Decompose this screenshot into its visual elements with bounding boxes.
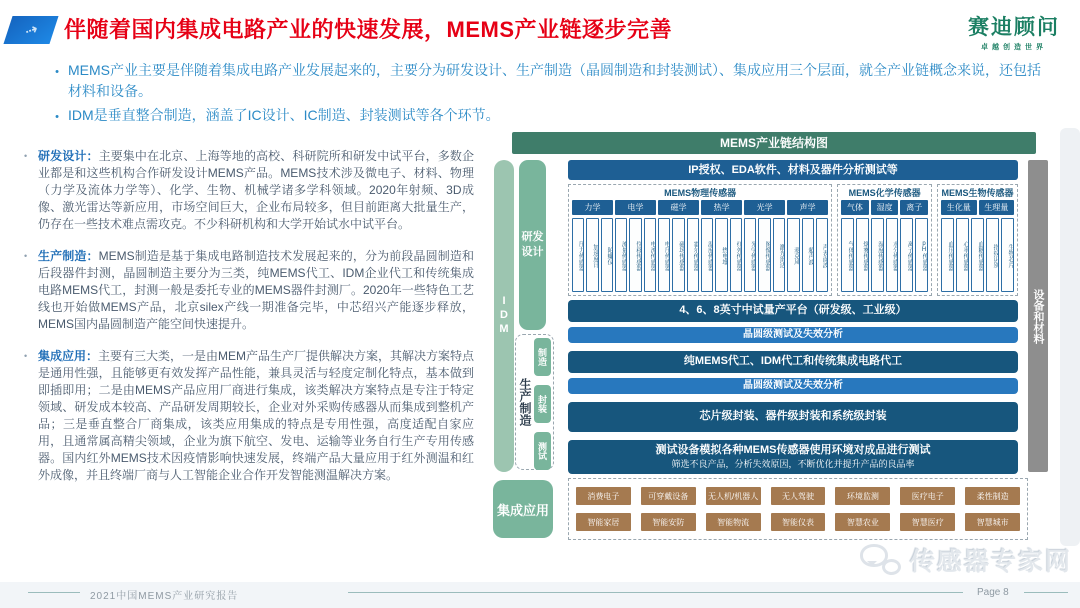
left-paragraph <box>24 148 474 233</box>
production-stage-pill: 制造 <box>534 338 551 376</box>
footer-line-left <box>28 592 80 593</box>
paragraph-bullet-dot: • <box>24 151 28 161</box>
application-dashed-box <box>568 478 1028 540</box>
left-paragraph <box>24 248 474 333</box>
sensor-item-row <box>572 218 828 292</box>
process-bar <box>568 327 1018 343</box>
application-box: 智慧城市 <box>965 513 1020 531</box>
process-bar-line: 晶圆级测试及失效分析 <box>743 380 843 391</box>
sensor-item: 水分传感器 <box>886 218 899 292</box>
paragraph-label: 集成应用： <box>38 349 99 363</box>
left-paragraph <box>24 348 474 484</box>
sensor-group <box>937 184 1018 296</box>
application-box: 无人驾驶 <box>771 487 826 505</box>
process-bar <box>568 440 1018 474</box>
application-box: 柔性制造 <box>965 487 1020 505</box>
application-box: 智慧农业 <box>835 513 890 531</box>
diagram-title: MEMS产业链结构图 <box>512 132 1036 154</box>
process-bar-line: 芯片级封装、器件级封装和系统级封装 <box>699 410 887 423</box>
sensor-category: 湿度 <box>871 200 899 215</box>
intro-bullet <box>46 105 1046 128</box>
dashed-arrow-glyph: ⇢ <box>22 20 40 41</box>
sensor-category: 气体 <box>841 200 869 215</box>
watermark-text: 传感器专家网 <box>909 548 1072 576</box>
sensor-item: 麦克风 <box>787 218 799 292</box>
sensor-group-title: MEMS生物传感器 <box>941 188 1014 198</box>
ccid-logo <box>968 11 1060 52</box>
intro-bullet-text: IDM是垂直整合制造，涵盖了IC设计、IC制造、封装测试等各个环节。 <box>68 107 500 123</box>
paragraph-bullet-dot: • <box>24 351 28 361</box>
process-bar-line2: 筛选不良产品，分析失效原因，不断优化并提升产品的良品率 <box>671 458 915 469</box>
sensor-group-title: MEMS化学传感器 <box>848 188 921 198</box>
intro-bullet-list <box>46 60 1046 131</box>
sensor-item: 离子传感器 <box>900 218 913 292</box>
sensor-item: 光学传感器 <box>744 218 756 292</box>
process-bars <box>568 300 1018 474</box>
sensor-category: 光学 <box>744 200 785 215</box>
footer-line-middle <box>348 592 963 593</box>
footer-page-number: Page 8 <box>977 587 1009 598</box>
sensor-category-row <box>941 200 1014 215</box>
sensor-item: 超声波 <box>802 218 814 292</box>
sensor-item: 加速度计 <box>586 218 598 292</box>
sensor-item: 指纹识别 <box>986 218 999 292</box>
process-bar <box>568 351 1018 373</box>
ip-eda-bar: IP授权、EDA软件、材料及器件分析测试等 <box>568 160 1018 180</box>
sensor-item-row <box>841 218 928 292</box>
sensor-item: 声表面波 <box>816 218 828 292</box>
application-box: 环境监测 <box>835 487 890 505</box>
sensor-category: 磁学 <box>658 200 699 215</box>
footer-report-title: 2021中国MEMS产业研究报告 <box>90 591 239 602</box>
sensor-category-row <box>572 200 828 215</box>
sensor-item: 流量传感器 <box>615 218 627 292</box>
sensor-group <box>837 184 932 296</box>
paragraph-text: 研发设计：主要集中在北京、上海等地的高校、科研院所和研发中试平台，多数企业都是和这些机构合作研发设计MEMS产品。MEMS技术涉及微电子、材料、物理（力学及流体力学等）、化学、生物、机械学诸多学科领域。2020年射频、3D成像、激光雷达等新应用，市场空间巨大，企业布局较多，但目前距离大批量生产，仍存在一些技术难点需攻克。不少科研机构和大学开始试水中试平台。 <box>38 149 474 231</box>
sensor-category: 生化量 <box>941 200 976 215</box>
sensor-category: 热学 <box>701 200 742 215</box>
sensor-item: 血糖传感器 <box>971 218 984 292</box>
process-bar-line: 纯MEMS代工、IDM代工和传统集成电路代工 <box>683 355 903 368</box>
sensor-item: 血压传感器 <box>941 218 954 292</box>
idm-vertical-bar: IDM <box>494 160 514 472</box>
application-box: 智能仪表 <box>771 513 826 531</box>
left-text-column <box>24 148 474 499</box>
production-stage-pill: 封装 <box>534 385 551 423</box>
footer <box>0 584 1080 600</box>
application-box: 智能安防 <box>641 513 696 531</box>
sensor-groups <box>568 184 1018 296</box>
sensor-item: 生物芯片 <box>1001 218 1014 292</box>
bullet-dot: • <box>55 111 59 123</box>
paragraph-bullet-dot: • <box>24 251 28 261</box>
mems-industry-chain-diagram <box>488 128 1058 542</box>
logo-tagline: 卓越创造世界 <box>981 44 1047 51</box>
production-stage-pills <box>534 338 551 470</box>
page-title: 伴随着国内集成电路产业的快速发展，MEMS产业链逐步完善 <box>64 17 673 42</box>
sensor-item: 电压传感器 <box>658 218 670 292</box>
sensor-category: 离子 <box>900 200 928 215</box>
bullet-dot: • <box>55 66 59 78</box>
application-box: 消费电子 <box>576 487 631 505</box>
equipment-materials-bar: 设备和材料 <box>1028 160 1048 472</box>
process-bar-line: 晶圆级测试及失效分析 <box>743 329 843 340</box>
rd-design-pill: 研发设计 <box>519 160 546 330</box>
sensor-item: 图像传感器 <box>758 218 770 292</box>
process-bar-line: 测试设备模拟各种MEMS传感器使用环境对成品进行测试 <box>655 444 931 457</box>
application-box: 智慧医疗 <box>900 513 955 531</box>
sensor-item-row <box>941 218 1014 292</box>
sensor-item: 陀螺仪 <box>601 218 613 292</box>
sensor-item: 心率传感器 <box>956 218 969 292</box>
watermark <box>860 542 1072 578</box>
sensor-item: 电流传感器 <box>644 218 656 292</box>
sensor-category: 生理量 <box>979 200 1014 215</box>
sensor-category-row <box>841 200 928 215</box>
sensor-item: 烟雾传感器 <box>856 218 869 292</box>
paragraph-text: 集成应用：主要有三大类，一是由MEM产品生产厂提供解决方案，其解决方案特点是通用性强，且能够更有效发挥产品性能，兼具灵活与轻度定制化特点，基本做到即插即用；二是由MEMS产品应用厂商进行集成，该类解决方案特点是专注于特定领域、研发成本较高、产品研发周期较长，企业对外采购传感器从而集成到整机产品；三是垂直整合厂商集成，该类应用集成的特点是专用性强，高度适配自家应用，且通常属高精尖领域，企业为旗下航空、发电、运输等业务自行生产专用传感器。国内红外MEMS技术因疫情影响快速发展，终端产品大量应用于红外测温和红外成像，并且终端厂商与人工智能企业合作开发智能测温解决方案。 <box>38 349 475 482</box>
sensor-item: 激光雷达 <box>773 218 785 292</box>
intro-bullet <box>46 60 1046 102</box>
sensor-item: pH传感器 <box>915 218 928 292</box>
sensor-item: 红外传感器 <box>730 218 742 292</box>
integration-pill: 集成应用 <box>493 480 553 538</box>
sensor-item: 压力传感器 <box>572 218 584 292</box>
right-margin-strip <box>1060 128 1080 546</box>
wechat-icon <box>860 542 902 578</box>
chat-bubble-small <box>882 559 901 575</box>
application-box: 智能物流 <box>706 513 761 531</box>
sensor-group <box>568 184 832 296</box>
paragraph-text: 生产制造：MEMS制造是基于集成电路制造技术发展起来的，分为前段晶圆制造和后段器件封测，晶圆制造主要分为三类，纯MEMS代工、IDM企业代工和传统集成电路MEMS代工，封测一般是委托专业的MEMS器件封测厂。2020年一些特色工艺线也开始做MEMS产品，北京silex产线一期准备完毕，中芯绍兴产能逐步释放，MEMS国内晶圆制造产能空间快速提升。 <box>38 249 474 331</box>
paragraph-label: 生产制造： <box>38 249 99 263</box>
logo-name: 赛迪顾问 <box>968 16 1060 39</box>
paragraph-label: 研发设计： <box>38 149 99 163</box>
sensor-category: 电学 <box>615 200 656 215</box>
footer-line-right <box>1024 592 1068 593</box>
sensor-item: 热电堆 <box>715 218 727 292</box>
sensor-group-title: MEMS物理传感器 <box>664 188 737 198</box>
sensor-item: 湿度传感器 <box>871 218 884 292</box>
sensor-category: 声学 <box>787 200 828 215</box>
process-bar <box>568 300 1018 322</box>
intro-bullet-text: MEMS产业主要是伴随着集成电路产业发展起来的，主要分为研发设计、生产制造（晶圆制造和封装测试）、集成应用三个层面，就全产业链概念来说，还包括材料和设备。 <box>68 62 1041 99</box>
sensor-item: 温度传感器 <box>701 218 713 292</box>
header-arrow-icon <box>3 16 58 44</box>
application-box: 无人机/机器人 <box>706 487 761 505</box>
sensor-item: 磁场传感器 <box>672 218 684 292</box>
application-row <box>576 487 1020 505</box>
production-stage-pill: 测试 <box>534 432 551 470</box>
sensor-category: 力学 <box>572 200 613 215</box>
application-box: 医疗电子 <box>900 487 955 505</box>
process-bar <box>568 378 1018 394</box>
process-bar-line: 4、6、8英寸中试量产平台（研发级、工业级） <box>679 304 907 317</box>
process-bar <box>568 402 1018 432</box>
application-box: 可穿戴设备 <box>641 487 696 505</box>
application-row <box>576 513 1020 531</box>
application-box: 智能家居 <box>576 513 631 531</box>
production-label: 生产制造 <box>518 378 532 426</box>
sensor-item: 气体传感器 <box>841 218 854 292</box>
sensor-item: 霍尔传感器 <box>687 218 699 292</box>
sensor-item: 位移传感器 <box>629 218 641 292</box>
